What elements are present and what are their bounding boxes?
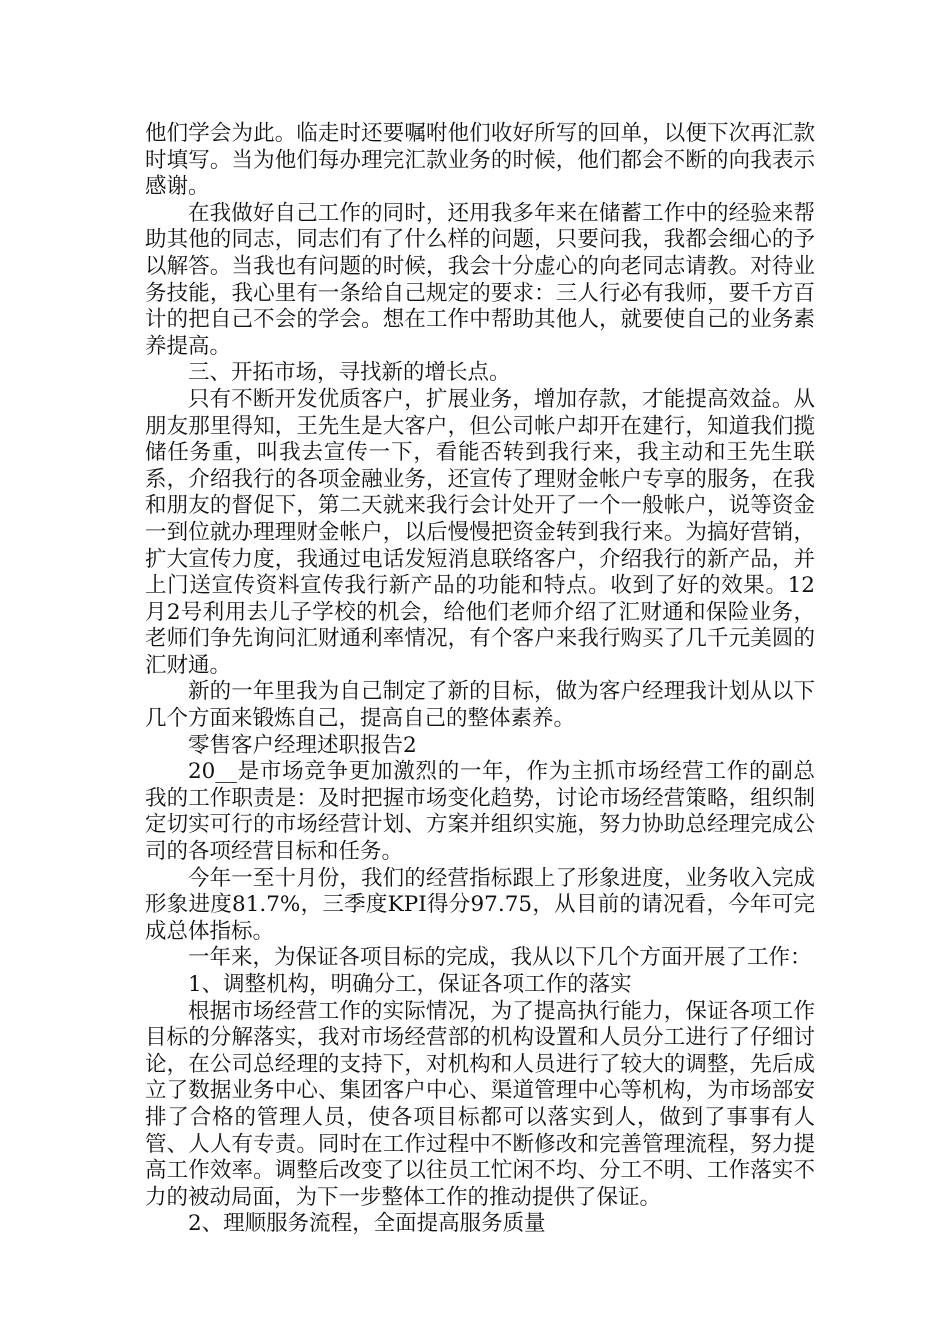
paragraph: 今年一至十月份，我们的经营指标跟上了形象进度，业务收入完成形象进度81.7%，三季度KPI得分97.75，从目前的请况看，今年可完成总体指标。 <box>145 865 815 944</box>
document-page <box>145 121 815 1238</box>
report-title: 零售客户经理述职报告2 <box>188 732 417 758</box>
paragraph: 新的一年里我为自己制定了新的目标，做为客户经理我计划从以下几个方面来锻炼自己，提高自己的整体素养。 <box>145 679 815 732</box>
section-heading: 1、调整机构，明确分工，保证各项工作的落实 <box>188 972 632 997</box>
paragraph: 在我做好自己工作的同时，还用我多年来在储蓄工作中的经验来帮助其他的同志，同志们有了什么样的问题，只要问我，我都会细心的予以解答。当我也有问题的时候，我会十分虚心的向老同志请教。对待业务技能，我心里有一条给自己规定的要求：三人行必有我师，要千方百计的把自己不会的学会。想在工作中帮助其他人，就要使自己的业务素养提高。 <box>145 200 815 359</box>
paragraph-continued: 他们学会为此。临走时还要嘱咐他们收好所写的回单，以便下次再汇款时填写。当为他们每办理完汇款业务的时候，他们都会不断的向我表示感谢。 <box>145 121 815 200</box>
paragraph: 根据市场经营工作的实际情况，为了提高执行能力，保证各项工作目标的分解落实，我对市场经营部的机构设置和人员分工进行了仔细讨论，在公司总经理的支持下，对机构和人员进行了较大的调整，先后成立了数据业务中心、集团客户中心、渠道管理中心等机构，为市场部安排了合格的管理人员，使各项目标都可以落实到人，做到了事事有人管、人人有专责。同时在工作过程中不断修改和完善管理流程，努力提高工作效率。调整后改变了以往员工忙闲不均、分工不明、工作落实不力的被动局面，为下一步整体工作的推动提供了保证。 <box>145 998 815 1210</box>
section-heading: 三、开拓市场，寻找新的增长点。 <box>188 360 511 386</box>
paragraph: 一年来，为保证各项目标的完成，我从以下几个方面开展了工作： <box>188 945 812 971</box>
section-heading: 2、理顺服务流程，全面提高服务质量 <box>188 1211 546 1237</box>
paragraph: 20__是市场竞争更加激烈的一年，作为主抓市场经营工作的副总我的工作职责是：及时把握市场变化趋势，讨论市场经营策略，组织制定切实可行的市场经营计划、方案并组织实施，努力协助总经理完成公司的各项经营目标和任务。 <box>145 759 815 865</box>
paragraph: 只有不断开发优质客户，扩展业务，增加存款，才能提高效益。从朋友那里得知，王先生是大客户，但公司帐户却开在建行，知道我们揽储任务重，叫我去宣传一下，看能否转到我行来，我主动和王先生联系，介绍我行的各项金融业务，还宣传了理财金帐户专享的服务，在我和朋友的督促下，第二天就来我行会计处开了一个一般帐户，说等资金一到位就办理理财金帐户，以后慢慢把资金转到我行来。为搞好营销，扩大宣传力度，我通过电话发短消息联络客户，介绍我行的新产品，并上门送宣传资料宣传我行新产品的功能和特点。收到了好的效果。12月2号利用去儿子学校的机会，给他们老师介绍了汇财通和保险业务，老师们争先询问汇财通利率情况，有个客户来我行购买了几千元美圆的汇财通。 <box>145 386 815 678</box>
